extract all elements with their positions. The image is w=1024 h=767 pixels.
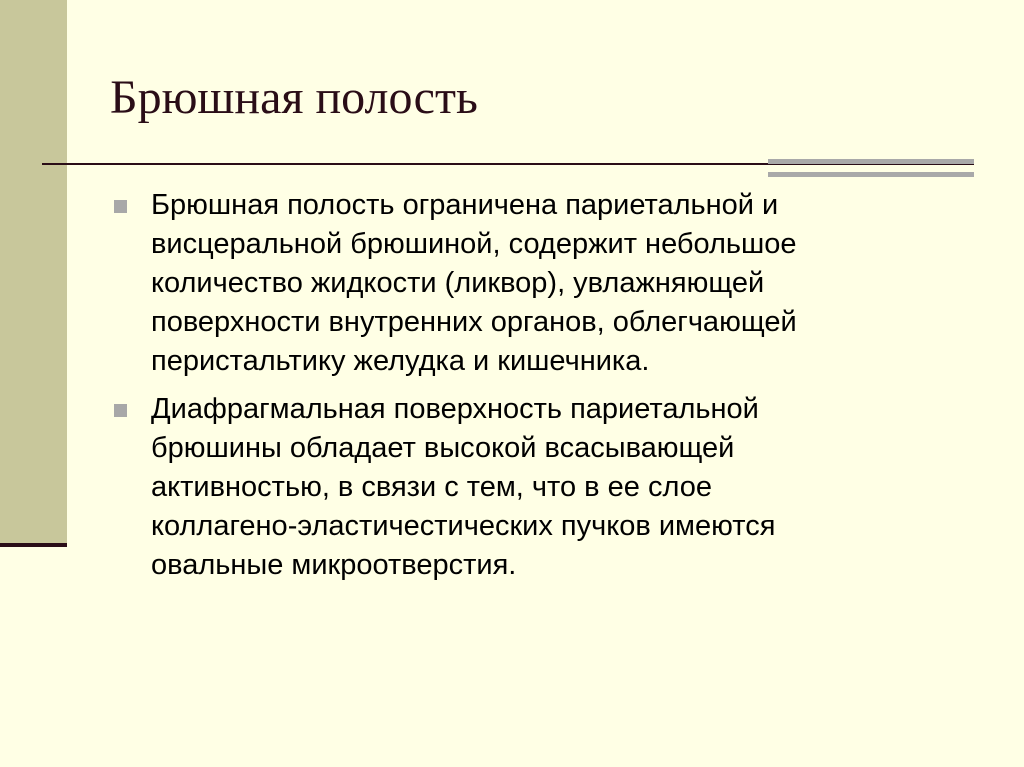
bullet-text — [151, 186, 970, 381]
left-decorative-band — [0, 0, 67, 545]
bullet-line: коллагено-эластичестических пучков имеются — [151, 510, 776, 542]
bullet-item — [110, 186, 970, 381]
slide-content — [110, 186, 970, 594]
accent-bar-bottom — [768, 172, 974, 177]
bullet-line: перистальтику желудка и кишечника. — [151, 345, 650, 377]
left-band-divider — [0, 543, 67, 547]
bullet-line: овальные микроотверстия. — [151, 549, 517, 581]
bullet-item — [110, 390, 970, 585]
accent-bar-top — [768, 159, 974, 164]
bullet-line: висцеральной брюшиной, содержит небольшое — [151, 228, 797, 260]
bullet-line: Диафрагмальная поверхность париетальной — [151, 393, 759, 425]
square-bullet-icon — [114, 200, 127, 213]
slide-title: Брюшная полость — [110, 71, 478, 124]
bullet-text — [151, 390, 970, 585]
bullet-line: количество жидкости (ликвор), увлажняющей — [151, 267, 765, 299]
title-accent-bars — [768, 159, 974, 178]
bullet-line: Брюшная полость ограничена париетальной и — [151, 189, 779, 221]
square-bullet-icon — [114, 404, 127, 417]
bullet-line: поверхности внутренних органов, облегчающей — [151, 306, 797, 338]
bullet-line: брюшины обладает высокой всасывающей — [151, 432, 735, 464]
bullet-line: активностью, в связи с тем, что в ее слое — [151, 471, 712, 503]
